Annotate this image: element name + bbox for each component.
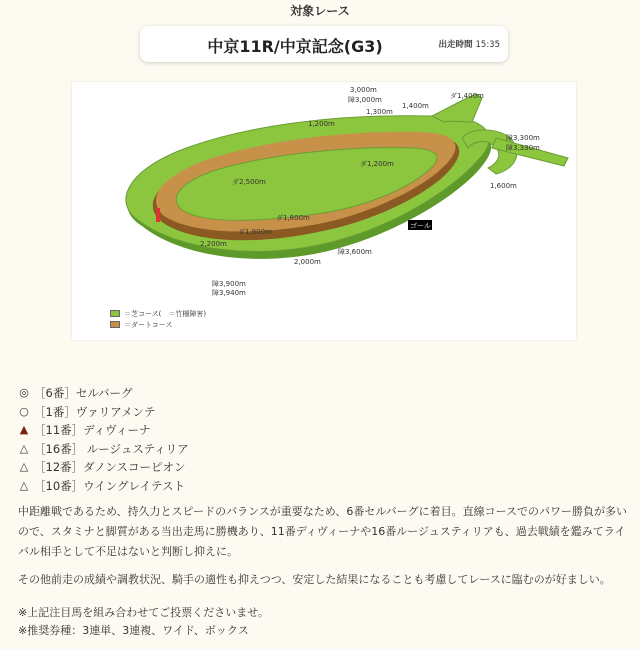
post-time: [438, 38, 500, 50]
course-map: [72, 82, 576, 340]
race-card: [140, 26, 508, 62]
course-diagram: [72, 82, 576, 340]
post-time-value: 15:35: [475, 40, 500, 50]
label-s3600: 障3,600m: [338, 248, 372, 256]
turf-swatch: [110, 310, 120, 317]
triangle-outline-mark: △: [19, 460, 29, 474]
pick-label: ［11番］ディヴィーナ: [34, 423, 151, 438]
label-d1200: ダ1,200m: [360, 160, 394, 168]
dirt-swatch: [110, 321, 120, 328]
circle-mark: ○: [19, 404, 29, 418]
label-s3330: 障3,330m: [506, 144, 540, 152]
triangle-filled-mark: ▲: [19, 423, 29, 437]
pick-list: [18, 384, 189, 496]
start-gate-marker: [156, 208, 160, 222]
label-s3900: 障3,900m: [212, 280, 246, 288]
goal-label: ゴール: [410, 222, 431, 230]
label-s3940: 障3,940m: [212, 289, 246, 297]
pick-item: [18, 458, 189, 477]
post-time-label: 出走時間: [438, 40, 473, 50]
label-d2500: ダ2,500m: [232, 178, 266, 186]
summary-paragraph: その他前走の成績や調教状況、騎手の適性も抑えつつ、安定した結果になることも考慮してレースに臨むのが好ましい。: [18, 573, 611, 586]
pick-item: [18, 421, 189, 440]
pick-label: ［1番］ヴァリアメンテ: [34, 404, 156, 419]
race-name: 中京11R/中京記念(G3): [207, 37, 383, 56]
pick-item: [18, 384, 189, 403]
label-m1400: 1,400m: [402, 102, 429, 110]
label-d1900: ダ1,900m: [238, 228, 272, 236]
pick-label: ［10番］ウイングレイテスト: [34, 478, 186, 493]
label-m1200: 1,200m: [308, 120, 335, 128]
course-legend: [110, 308, 206, 330]
double-circle-mark: ◎: [19, 386, 29, 399]
section-title: 対象レース: [290, 4, 350, 18]
label-m1600: 1,600m: [490, 182, 517, 190]
label-m3000: 3,000m: [350, 86, 377, 94]
label-s3300: 障3,300m: [506, 134, 540, 142]
label-m2200: 2,200m: [200, 240, 227, 248]
label-s3000: 障3,000m: [348, 96, 382, 104]
pick-label: ［6番］セルバーグ: [34, 386, 133, 400]
legend-dirt-label: ＝ダートコース: [124, 320, 173, 329]
legend-turf-label: ＝芝コース( ＝竹柵障害): [124, 309, 207, 318]
pick-label: ［16番］ ルージュスティリア: [34, 441, 189, 456]
label-d1800: ダ1,800m: [276, 214, 310, 222]
notes: [18, 604, 269, 640]
legend-dirt: [110, 319, 206, 330]
note-combination: ※上記注目馬を組み合わせてご投票くださいませ。: [18, 606, 269, 619]
pick-item: [18, 440, 189, 459]
legend-turf: [110, 308, 206, 319]
label-m2000: 2,000m: [294, 258, 321, 266]
pick-label: ［12番］ダノンスコーピオン: [34, 460, 186, 475]
triangle-outline-mark: △: [19, 441, 29, 455]
label-m1300: 1,300m: [366, 108, 393, 116]
pick-item: [18, 477, 189, 496]
pick-item: [18, 403, 189, 422]
analysis-paragraph: 中距離戦であるため、持久力とスピードのバランスが重要なため、6番セルバーグに着目。直線コースでのパワー勝負が多いので、スタミナと脚質がある当出走馬に勝機あり、11番ディヴィーナや16番ルージュスティリアも、過去戦績を鑑みてライバル相手として不足はないと判断し抑えに。: [18, 505, 628, 558]
label-d1400: ダ1,400m: [450, 92, 484, 100]
note-bet-types: ※推奨券種：3連単、3連複、ワイド、ボックス: [18, 624, 249, 637]
triangle-outline-mark: △: [19, 478, 29, 492]
